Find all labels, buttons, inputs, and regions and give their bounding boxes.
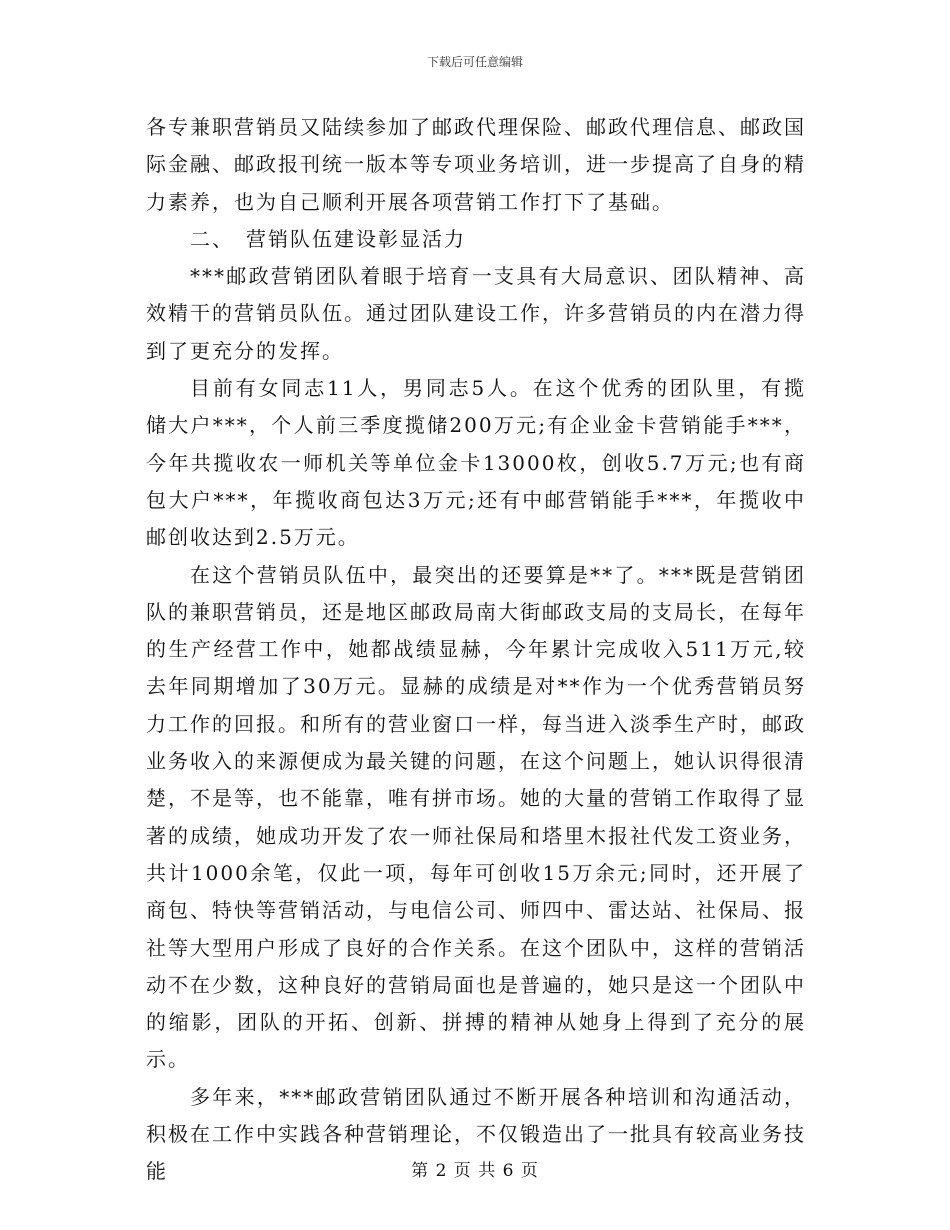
paragraph-2: ***邮政营销团队着眼于培育一支具有大局意识、团队精神、高效精干的营销员队伍。通过团队建设工作，许多营销员的内在潜力得到了更充分的发挥。: [146, 264, 806, 363]
page-header: 下载后可任意编辑: [426, 55, 523, 69]
paragraph-5: 多年来，***邮政营销团队通过不断开展各种培训和沟通活动，积极在工作中实践各种营销理论，不仅锻造出了一批具有较高业务技能: [146, 1084, 806, 1184]
paragraph-3: 目前有女同志11人，男同志5人。在这个优秀的团队里，有揽储大户***，个人前三季度揽储200万元;有企业金卡营销能手***，今年共揽收农一师机关等单位金卡13000枚，创收5.7万元;也有商包大户***，年揽收商包达3万元;还有中邮营销能手***，年揽收中邮创收达到2.5万元。: [146, 376, 806, 550]
document-body: [146, 109, 806, 1191]
paragraph-4: 在这个营销员队伍中，最突出的还要算是**了。***既是营销团队的兼职营销员，还是地区邮政局南大街邮政支局的支局长，在每年的生产经营工作中，她都战绩显赫，今年累计完成收入511万元,较去年同期增加了30万元。显赫的成绩是对**作为一个优秀营销员努力工作的回报。和所有的营业窗口一样，每当进入淡季生产时，邮政业务收入的来源便成为最关键的问题，在这个问题上，她认识得很清楚，不是等，也不能靠，唯有拼市场。她的大量的营销工作取得了显著的成绩，她成功开发了农一师社保局和塔里木报社代发工资业务，共计1000余笔，仅此一项，每年可创收15万余元;同时，还开展了商包、特快等营销活动，与电信公司、师四中、雷达站、社保局、报社等大型用户形成了良好的合作关系。在这个团队中，这样的营销活动不在少数，这种良好的营销局面也是普遍的，她只是这一个团队中的缩影，团队的开拓、创新、拼搏的精神从她身上得到了充分的展示。: [146, 562, 806, 1072]
page-footer: 第 2 页 共 6 页: [411, 1161, 539, 1181]
section-heading: 二、 营销队伍建设彰显活力: [190, 226, 466, 251]
paragraph-1: 各专兼职营销员又陆续参加了邮政代理保险、邮政代理信息、邮政国际金融、邮政报刊统一版本等专项业务培训，进一步提高了自身的精力素养，也为自己顺利开展各项营销工作打下了基础。: [146, 115, 806, 214]
